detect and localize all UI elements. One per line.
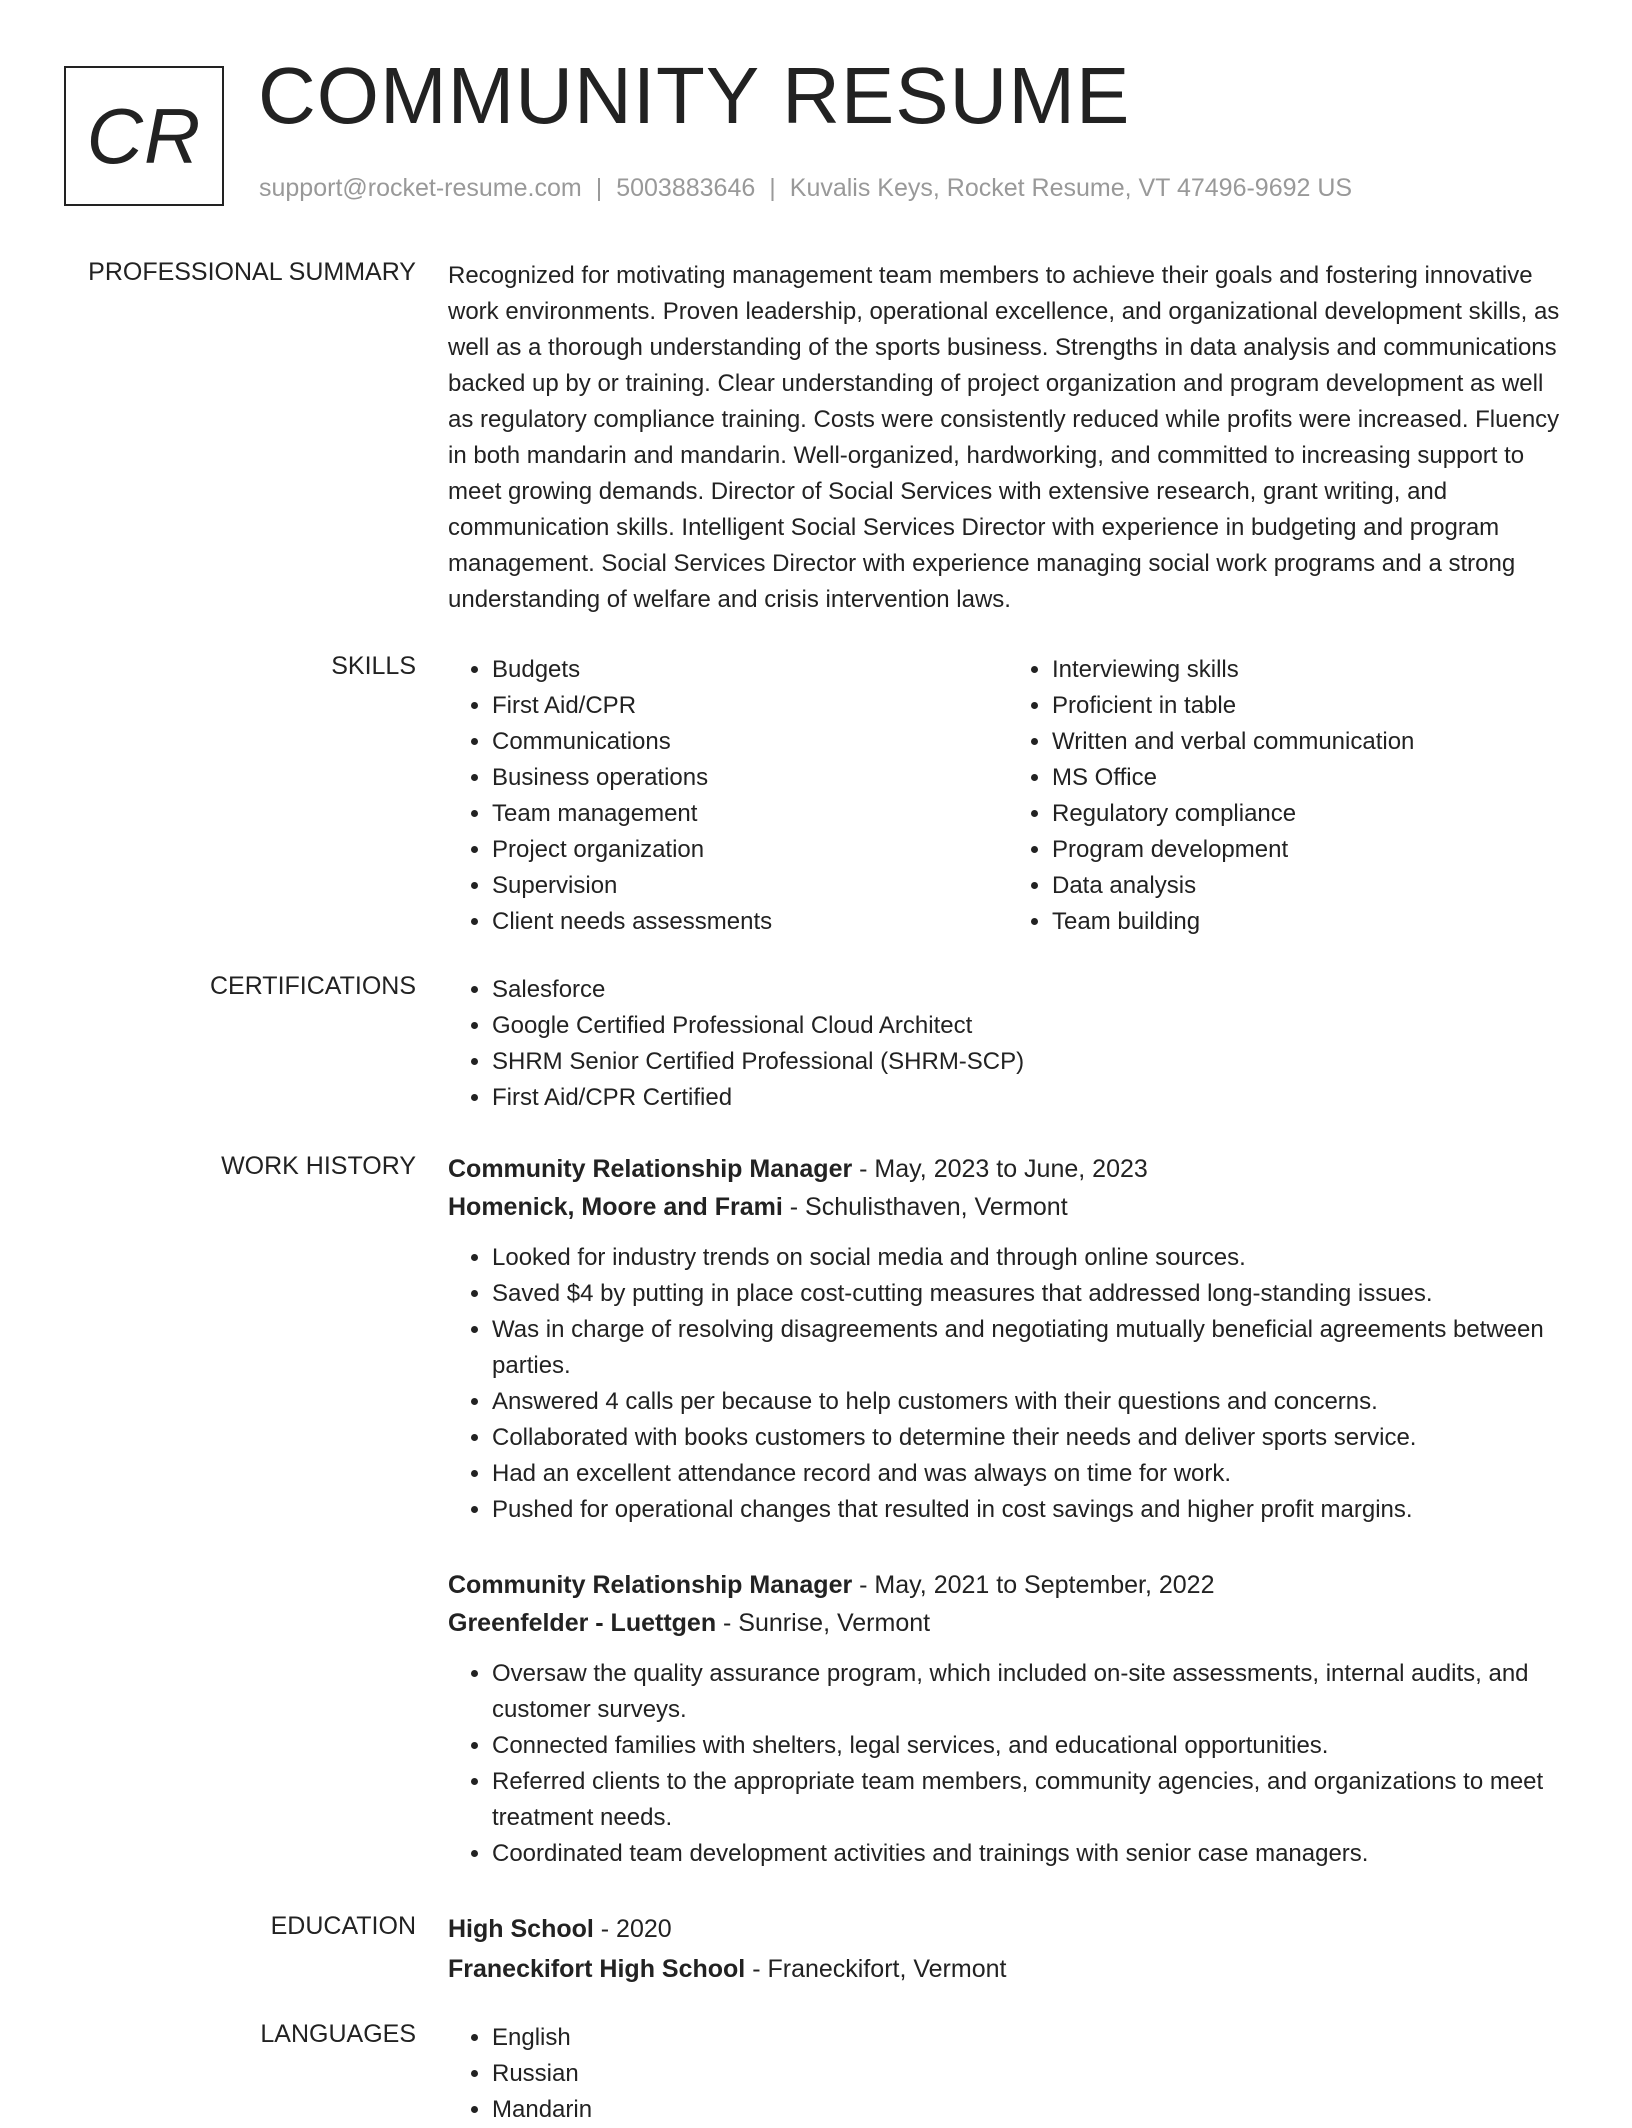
company-location: - Sunrise, Vermont — [716, 1609, 931, 1637]
job-title-line — [448, 1566, 1568, 1604]
job-title-line — [448, 1150, 1568, 1188]
job-duty: • Was in charge of resolving disagreements and negotiating mutually beneficial agreements between parties. — [492, 1312, 1568, 1384]
degree-line — [448, 1910, 1568, 1948]
job-entry — [448, 1566, 1568, 1872]
resume-title: COMMUNITY RESUME — [258, 51, 1131, 140]
skills-list-right — [1008, 652, 1568, 940]
job-title: Community Relationship Manager — [448, 1571, 853, 1599]
school-location: - Franeckifort, Vermont — [745, 1955, 1007, 1983]
company-name: Greenfelder - Luettgen — [448, 1609, 717, 1637]
skills-label: SKILLS — [331, 652, 416, 680]
degree: High School — [448, 1915, 594, 1943]
skill-item: • Communications — [492, 724, 1008, 760]
summary-label: PROFESSIONAL SUMMARY — [88, 258, 416, 286]
skill-item: • Business operations — [492, 760, 1008, 796]
job-duty: • Collaborated with books customers to determine their needs and deliver sports service. — [492, 1420, 1568, 1456]
skills-section — [448, 652, 1568, 940]
skill-item: • Data analysis — [1052, 868, 1568, 904]
job-dates: - May, 2021 to September, 2022 — [852, 1571, 1215, 1599]
certifications-list — [448, 972, 1568, 1116]
job-duty: • Saved $4 by putting in place cost-cutting measures that addressed long-standing issues. — [492, 1276, 1568, 1312]
school-line — [448, 1950, 1568, 1988]
job-entry — [448, 1150, 1568, 1528]
education-section — [448, 1910, 1568, 2002]
certification-item: • SHRM Senior Certified Professional (SHRM-SCP) — [492, 1044, 1568, 1080]
certification-item: • Google Certified Professional Cloud Architect — [492, 1008, 1568, 1044]
skill-item: • Regulatory compliance — [1052, 796, 1568, 832]
job-duty: • Had an excellent attendance record and was always on time for work. — [492, 1456, 1568, 1492]
skill-item: • Proficient in table — [1052, 688, 1568, 724]
monogram: CR — [64, 66, 224, 206]
company-location: - Schulisthaven, Vermont — [782, 1193, 1068, 1221]
school-name: Franeckifort High School — [448, 1955, 746, 1983]
company-name: Homenick, Moore and Frami — [448, 1193, 783, 1221]
languages-label: LANGUAGES — [260, 2020, 416, 2048]
job-duties — [448, 1656, 1568, 1872]
job-dates: - May, 2023 to June, 2023 — [852, 1155, 1148, 1183]
separator: | — [769, 174, 776, 202]
certifications-label: CERTIFICATIONS — [209, 972, 416, 1000]
certification-item: • Salesforce — [492, 972, 1568, 1008]
summary-text: Recognized for motivating management team members to achieve their goals and fostering innovative work environments. Proven leadership, operational excellence, and organizational development skills, as well as a thorough understanding of the sports business. Strengths in data analysis and communications backed up by or training. Clear understanding of project organization and program development as well as regulatory compliance training. Costs were consistently reduced while profits were increased. Fluency in both mandarin and mandarin. Well-organized, hardworking, and committed to increasing support to meet growing demands. Director of Social Services with extensive research, grant writing, and communication skills. Intelligent Social Services Director with experience in budgeting and program management. Social Services Director with experience managing social work programs and a strong understanding of welfare and crisis intervention laws. — [448, 262, 1560, 613]
separator: | — [595, 174, 603, 202]
job-duties — [448, 1240, 1568, 1528]
skill-item: • Project organization — [492, 832, 1008, 868]
job-company-line — [448, 1188, 1568, 1226]
skill-item: • Client needs assessments — [492, 904, 1008, 940]
certifications-section — [448, 972, 1568, 1116]
skill-item: • Team management — [492, 796, 1008, 832]
summary-section — [448, 258, 1568, 618]
job-duty: • Connected families with shelters, legal services, and educational opportunities. — [492, 1728, 1568, 1764]
skill-item: • First Aid/CPR — [492, 688, 1008, 724]
skill-item: • Team building — [1052, 904, 1568, 940]
job-duty: • Oversaw the quality assurance program, which included on-site assessments, internal audits, and customer surveys. — [492, 1656, 1568, 1728]
skill-item: • MS Office — [1052, 760, 1568, 796]
job-duty: • Coordinated team development activities and trainings with senior case managers. — [492, 1836, 1568, 1872]
language-item: • English — [492, 2020, 1568, 2056]
certification-item: • First Aid/CPR Certified — [492, 1080, 1568, 1116]
job-duty: • Pushed for operational changes that resulted in cost savings and higher profit margins. — [492, 1492, 1568, 1528]
skills-list-left — [448, 652, 1008, 940]
graduation-year: - 2020 — [593, 1915, 672, 1943]
skill-item: • Interviewing skills — [1052, 652, 1568, 688]
job-duty: • Referred clients to the appropriate team members, community agencies, and organizations to meet treatment needs. — [492, 1764, 1568, 1836]
contact-line — [259, 174, 1352, 203]
skill-item: • Supervision — [492, 868, 1008, 904]
language-item: • Mandarin — [492, 2092, 1568, 2128]
work-history-label: WORK HISTORY — [221, 1152, 416, 1180]
language-item: • Russian — [492, 2056, 1568, 2092]
job-duty: • Answered 4 calls per because to help customers with their questions and concerns. — [492, 1384, 1568, 1420]
job-duty: • Looked for industry trends on social media and through online sources. — [492, 1240, 1568, 1276]
job-company-line — [448, 1604, 1568, 1642]
phone: 5003883646 — [616, 174, 756, 202]
education-label: EDUCATION — [270, 1912, 416, 1940]
address: Kuvalis Keys, Rocket Resume, VT 47496-9692 US — [789, 174, 1353, 202]
email: support@rocket-resume.com — [259, 174, 582, 202]
skill-item: • Budgets — [492, 652, 1008, 688]
job-title: Community Relationship Manager — [448, 1155, 853, 1183]
skill-item: • Written and verbal communication — [1052, 724, 1568, 760]
skill-item: • Program development — [1052, 832, 1568, 868]
